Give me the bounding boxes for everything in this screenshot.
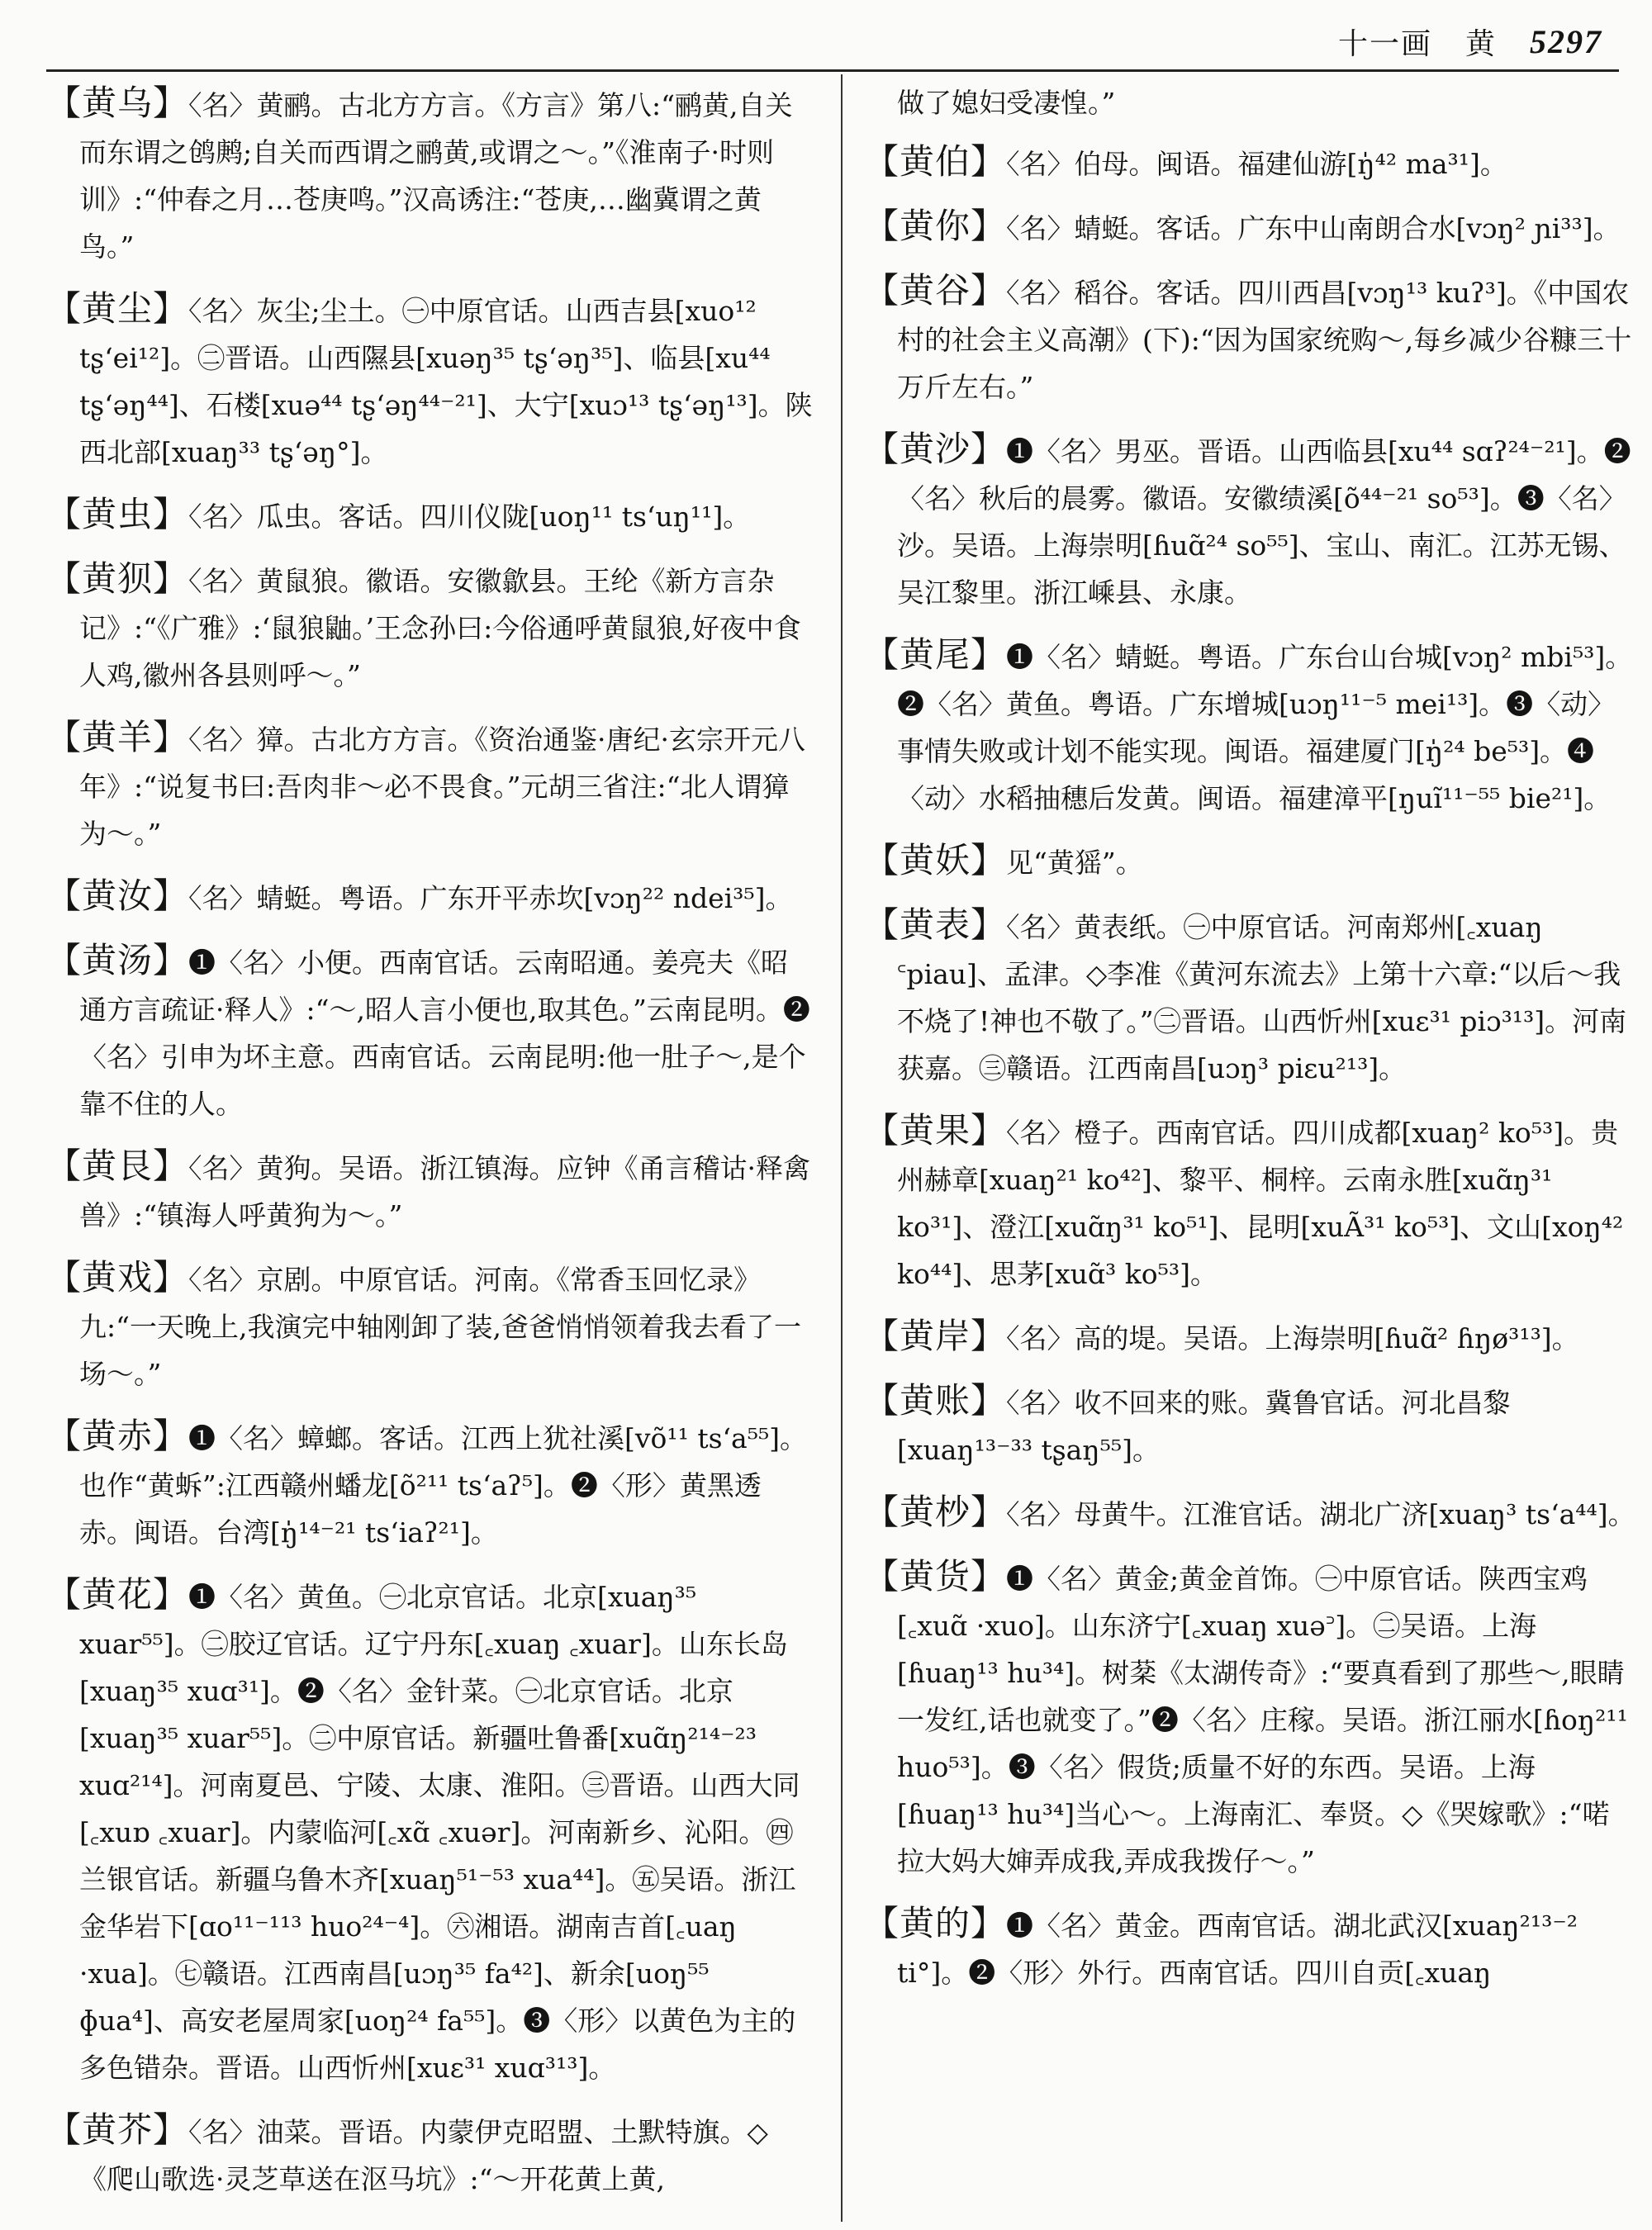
- entry-definition: 〈名〉母黄牛。江淮官话。湖北广济[xuaŋ³ tsʻa⁴⁴]。: [1006, 1498, 1635, 1530]
- entry-definition: 〈名〉瓜虫。客话。四川仪陇[uoŋ¹¹ tsʻuŋ¹¹]。: [188, 501, 751, 533]
- entry-definition: ❶〈名〉小便。西南官话。云南昭通。姜亮夫《昭通方言疏证·释人》:“～,昭人言小便也,取其色。”云南昆明。❷〈名〉引申为坏主意。西南官话。云南昆明:他一肚子～,是个靠不住的人。: [79, 947, 810, 1120]
- entry-headword: 【黄货】: [864, 1556, 1007, 1597]
- entry-headword: 【黄虫】: [46, 494, 189, 534]
- dictionary-entry: [46, 872, 814, 922]
- entry-headword: 【黄芥】: [46, 2109, 189, 2150]
- dictionary-entry: [864, 1900, 1635, 1996]
- entry-headword: 【黄的】: [864, 1903, 1007, 1943]
- entry-definition: 〈名〉高的堤。吴语。上海崇明[ɦuɑ̃² ɦŋø³¹³]。: [1006, 1322, 1579, 1355]
- dictionary-entry: [46, 1142, 814, 1239]
- entry-headword: 【黄乌】: [46, 83, 189, 123]
- entry-headword: 【黄沙】: [864, 429, 1007, 469]
- entry-definition: 〈名〉灰尘;尘土。㊀中原官话。山西吉县[xuo¹² tʂʻei¹²]。㊁晋语。山西隰县[xuəŋ³⁵ tʂʻəŋ³⁵]、临县[xu⁴⁴ tʂʻəŋ⁴⁴]、石楼[xuə⁴⁴ tʂʻəŋ⁴⁴⁻²¹]、大宁[xuɔ¹³ tʂʻəŋ¹³]。陕西北部[xuaŋ³³ tʂʻəŋ°]。: [79, 295, 813, 468]
- entry-headword: 【黄岸】: [864, 1316, 1007, 1356]
- entry-headword: 【黄汝】: [46, 875, 189, 916]
- dictionary-entry: [46, 285, 814, 476]
- header-char: 黄: [1464, 26, 1497, 61]
- entry-headword: 【黄账】: [864, 1380, 1007, 1421]
- dictionary-entry: [46, 937, 814, 1127]
- dictionary-entry: [864, 1377, 1635, 1473]
- dictionary-entry: [864, 267, 1635, 410]
- right-column: [864, 79, 1635, 2227]
- dictionary-entry: [46, 1571, 814, 2091]
- entry-definition: 〈名〉伯母。闽语。福建仙游[ŋ̍⁴² ma³¹]。: [1006, 148, 1507, 180]
- dictionary-entry: [46, 714, 814, 857]
- entry-definition: 〈名〉蜻蜓。粤语。广东开平赤坎[vɔŋ²² ndei³⁵]。: [188, 882, 793, 914]
- dictionary-entry: [864, 1107, 1635, 1298]
- dictionary-entry: [46, 491, 814, 540]
- dictionary-entry: [864, 138, 1635, 187]
- header-rule: [46, 69, 1619, 72]
- entry-headword: 【黄汤】: [46, 940, 189, 980]
- entry-definition: 〈名〉橙子。西南官话。四川成都[xuaŋ² ko⁵³]。贵州赫章[xuaŋ²¹ ko⁴²]、黎平、桐梓。云南永胜[xuɑ̃ŋ³¹ ko³¹]、澄江[xuɑ̃ŋ³¹ ko⁵¹]、昆明[xuÃ³¹ ko⁵³]、文山[xoŋ⁴² ko⁴⁴]、思茅[xuɑ̃³ ko⁵³]。: [897, 1117, 1624, 1290]
- dictionary-entry: [46, 555, 814, 699]
- page-number: 5297: [1530, 22, 1602, 60]
- dictionary-entry: [864, 1312, 1635, 1362]
- dictionary-entry: [864, 79, 1635, 126]
- entry-headword: 【黄你】: [864, 206, 1007, 246]
- entry-definition: 〈名〉黄鼠狼。徽语。安徽歙县。王纶《新方言杂记》:“《广雅》:‘鼠狼鼬。’王念孙曰:今俗通呼黄鼠狼,好夜中食人鸡,徽州各县则呼～。”: [79, 565, 801, 691]
- entry-headword: 【黄伯】: [864, 141, 1007, 182]
- entry-definition: ❶〈名〉男巫。晋语。山西临县[xu⁴⁴ sɑʔ²⁴⁻²¹]。❷〈名〉秋后的晨雾。徽语。安徽绩溪[õ⁴⁴⁻²¹ so⁵³]。❸〈名〉沙。吴语。上海崇明[ɦuɑ̃²⁴ so⁵⁵]、宝山、南汇。江苏无锡、吴江黎里。浙江嵊县、永康。: [897, 435, 1631, 609]
- page-header: [1338, 17, 1602, 66]
- entry-definition: ❶〈名〉蟑螂。客话。江西上犹社溪[võ¹¹ tsʻa⁵⁵]。也作“黄蚸”:江西赣州蟠龙[õ²¹¹ tsʻaʔ⁵]。❷〈形〉黄黑透赤。闽语。台湾[ŋ̍¹⁴⁻²¹ tsʻiaʔ²¹]。: [79, 1422, 808, 1549]
- dictionary-entry: [864, 202, 1635, 252]
- entry-headword: 【黄花】: [46, 1574, 189, 1615]
- entry-headword: 【黄表】: [864, 904, 1007, 945]
- entry-definition: ❶〈名〉蜻蜓。粤语。广东台山台城[vɔŋ² mbi⁵³]。❷〈名〉黄鱼。粤语。广东增城[uɔŋ¹¹⁻⁵ mei¹³]。❸〈动〉事情失败或计划不能实现。闽语。福建厦门[ŋ̍²⁴ be⁵³]。❹〈动〉水稻抽穗后发黄。闽语。福建漳平[ŋuĩ¹¹⁻⁵⁵ bie²¹]。: [897, 641, 1633, 814]
- entry-definition: 〈名〉蜻蜓。客话。广东中山南朗合水[vɔŋ² ɲi³³]。: [1006, 212, 1621, 244]
- entry-headword: 【黄艮】: [46, 1146, 189, 1186]
- entry-headword: 【黄妖】: [864, 840, 1007, 880]
- entry-definition: 〈名〉京剧。中原官话。河南。《常香玉回忆录》九:“一天晚上,我演完中轴刚卸了装,爸爸悄悄领着我去看了一场～。”: [79, 1264, 801, 1390]
- entry-definition: ❶〈名〉黄鱼。㊀北京官话。北京[xuaŋ³⁵ xuar⁵⁵]。㊁胶辽官话。辽宁丹东[꜀xuaŋ ꜀xuar]。山东长岛[xuaŋ³⁵ xuɑ³¹]。❷〈名〉金针菜。㊀北京官话。北京[xuaŋ³⁵ xuar⁵⁵]。㊁中原官话。新疆吐鲁番[xuɑ̃ŋ²¹⁴⁻²³ xuɑ²¹⁴]。河南夏邑、宁陵、太康、淮阳。㊂晋语。山西大同[꜀xuɒ ꜀xuar]。内蒙临河[꜀xɑ̃ ꜀xuər]。河南新乡、沁阳。㊃兰银官话。新疆乌鲁木齐[xuaŋ⁵¹⁻⁵³ xua⁴⁴]。㊄吴语。浙江金华岩下[ɑo¹¹⁻¹¹³ huo²⁴⁻⁴]。㊅湘语。湖南吉首[꜀uaŋ ·xua]。㊆赣语。江西南昌[uɔŋ³⁵ fa⁴²]、新余[uoŋ⁵⁵ ɸua⁴]、高安老屋周家[uoŋ²⁴ fa⁵⁵]。❸〈形〉以黄色为主的多色错杂。晋语。山西忻州[xuɛ³¹ xuɑ³¹³]。: [79, 1581, 800, 2084]
- dictionary-entry: [864, 1488, 1635, 1538]
- entry-definition: 〈名〉黄鹂。古北方方言。《方言》第八:“鹂黄,自关而东谓之鸧鹒;自关而西谓之鹂黄,或谓之～。”《淮南子·时则训》:“仲春之月…苍庚鸣。”汉高诱注:“苍庚,…幽冀谓之黄鸟。”: [79, 89, 793, 263]
- entry-headword: 【黄尾】: [864, 634, 1007, 675]
- dictionary-entry: [864, 631, 1635, 822]
- dictionary-entry: [46, 1254, 814, 1397]
- column-divider: [841, 74, 843, 2222]
- entry-definition: ❶〈名〉黄金;黄金首饰。㊀中原官话。陕西宝鸡[꜀xuɑ̃ ·xuo]。山东济宁[꜀xuaŋ xuə꜄]。㊁吴语。上海[ɦuaŋ¹³ hu³⁴]。树棻《太湖传奇》:“要真看到了那些～,眼睛一发红,话也就变了。”❷〈名〉庄稼。吴语。浙江丽水[ɦoŋ²¹¹ huo⁵³]。❸〈名〉假货;质量不好的东西。吴语。上海[ɦuaŋ¹³ hu³⁴]当心～。上海南汇、奉贤。◇《哭嫁歌》:“喏拉大妈大婶弄成我,弄成我拨仔～。”: [897, 1563, 1628, 1877]
- entry-headword: 【黄杪】: [864, 1492, 1007, 1532]
- entry-definition: 〈名〉黄表纸。㊀中原官话。河南郑州[꜀xuaŋ ꜂piau]、孟津。◇李准《黄河东流去》上第十六章:“以后～我不烧了!神也不敬了。”㊁晋语。山西忻州[xuɛ³¹ piɔ³¹³]。河南获嘉。㊂赣语。江西南昌[uɔŋ³ piɛu²¹³]。: [897, 911, 1627, 1084]
- entry-definition: ❶〈名〉黄金。西南官话。湖北武汉[xuaŋ²¹³⁻² ti°]。❷〈形〉外行。西南官话。四川自贡[꜀xuaŋ: [897, 1910, 1578, 1989]
- entry-definition: 做了媳妇受凄惶。”: [897, 87, 1116, 119]
- entry-headword: 【黄羊】: [46, 717, 189, 757]
- entry-headword: 【黄狈】: [46, 558, 189, 599]
- dictionary-entry: [864, 1553, 1635, 1885]
- left-column: [46, 79, 814, 2227]
- dictionary-entry: [864, 425, 1635, 616]
- entry-definition: 见“黄猺”。: [1006, 847, 1143, 879]
- dictionary-entry: [46, 1412, 814, 1556]
- entry-definition: 〈名〉稻谷。客话。四川西昌[vɔŋ¹³ kuʔ³]。《中国农村的社会主义高潮》(下):“因为国家统购～,每乡减少谷糠三十万斤左右。”: [897, 277, 1632, 403]
- entry-headword: 【黄戏】: [46, 1257, 189, 1298]
- section-label: 十一画: [1337, 26, 1432, 61]
- dictionary-entry: [864, 901, 1635, 1092]
- entry-headword: 【黄赤】: [46, 1416, 189, 1456]
- entry-definition: 〈名〉收不回来的账。冀鲁官话。河北昌黎[xuaŋ¹³⁻³³ tʂaŋ⁵⁵]。: [897, 1387, 1511, 1466]
- entry-headword: 【黄谷】: [864, 270, 1007, 311]
- entry-definition: 〈名〉黄狗。吴语。浙江镇海。应钟《甬言稽诂·释禽兽》:“镇海人呼黄狗为～。”: [79, 1152, 811, 1231]
- dictionary-entry: [46, 79, 814, 270]
- entry-definition: 〈名〉油菜。晋语。内蒙伊克昭盟、土默特旗。◇《爬山歌选·灵芝草送在沤马坑》:“～开花黄上黄,: [79, 2116, 768, 2195]
- entry-headword: 【黄尘】: [46, 288, 189, 329]
- entry-definition: 〈名〉獐。古北方方言。《资治通鉴·唐纪·玄宗开元八年》:“说复书曰:吾肉非～必不畏食。”元胡三省注:“北人谓獐为～。”: [79, 724, 805, 850]
- dictionary-entry: [864, 837, 1635, 886]
- entry-headword: 【黄果】: [864, 1110, 1007, 1151]
- dictionary-entry: [46, 2106, 814, 2203]
